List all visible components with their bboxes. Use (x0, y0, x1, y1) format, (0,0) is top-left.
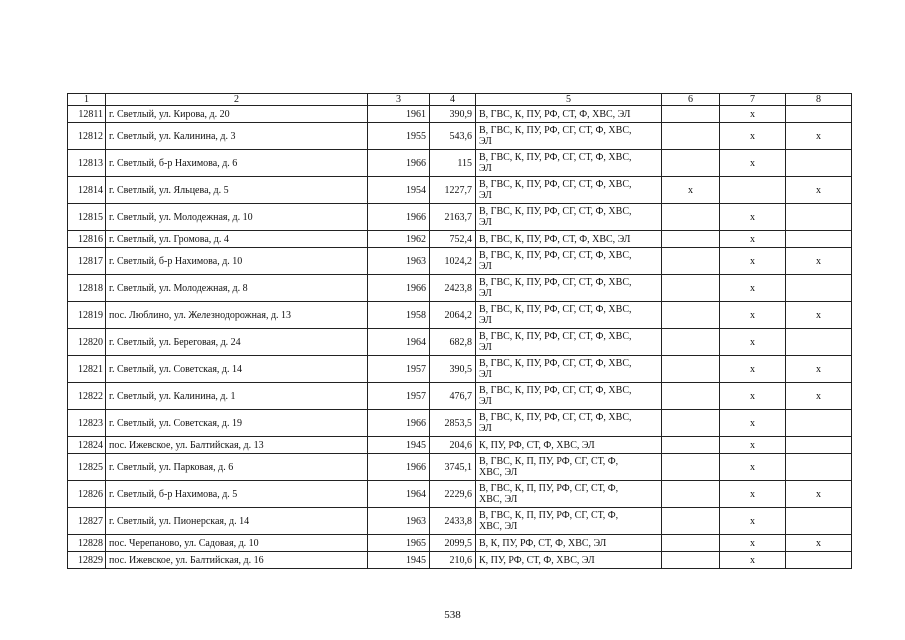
mark-cell-6 (662, 329, 720, 356)
systems-line: ЭЛ (479, 369, 492, 380)
address-cell: г. Светлый, ул. Советская, д. 14 (106, 356, 368, 383)
systems-line: ЭЛ (479, 190, 492, 201)
systems-line: ЭЛ (479, 217, 492, 228)
mark-cell-7: x (720, 356, 786, 383)
mark-cell-8: x (786, 177, 852, 204)
mark-cell-6 (662, 383, 720, 410)
mark-cell-8: x (786, 481, 852, 508)
address-cell: г. Светлый, б-р Нахимова, д. 10 (106, 248, 368, 275)
address-cell: г. Светлый, б-р Нахимова, д. 5 (106, 481, 368, 508)
address-cell: г. Светлый, б-р Нахимова, д. 6 (106, 150, 368, 177)
address-cell: г. Светлый, ул. Пионерская, д. 14 (106, 508, 368, 535)
systems-line: В, ГВС, К, ПУ, РФ, СГ, СТ, Ф, ХВС, (479, 385, 632, 396)
mark-cell-6 (662, 275, 720, 302)
area-cell: 2064,2 (430, 302, 476, 329)
year-cell: 1945 (368, 552, 430, 569)
table-row (68, 123, 852, 150)
systems-cell (476, 204, 662, 231)
systems-cell (476, 454, 662, 481)
systems-line: ЭЛ (479, 136, 492, 147)
row-number: 12816 (68, 231, 106, 248)
mark-cell-7: x (720, 508, 786, 535)
area-cell: 2433,8 (430, 508, 476, 535)
row-number: 12828 (68, 535, 106, 552)
area-cell: 1227,7 (430, 177, 476, 204)
systems-line: ХВС, ЭЛ (479, 467, 518, 478)
table-row (68, 302, 852, 329)
mark-cell-8: x (786, 248, 852, 275)
row-number: 12820 (68, 329, 106, 356)
mark-cell-6 (662, 302, 720, 329)
systems-cell (476, 481, 662, 508)
systems-cell (476, 410, 662, 437)
systems-line: В, ГВС, К, ПУ, РФ, СГ, СТ, Ф, ХВС, (479, 304, 632, 315)
year-cell: 1954 (368, 177, 430, 204)
systems-line: В, ГВС, К, ПУ, РФ, СГ, СТ, Ф, ХВС, (479, 125, 632, 136)
mark-cell-7: x (720, 383, 786, 410)
address-cell: г. Светлый, ул. Кирова, д. 20 (106, 106, 368, 123)
systems-line: ЭЛ (479, 315, 492, 326)
mark-cell-7: x (720, 123, 786, 150)
year-cell: 1958 (368, 302, 430, 329)
mark-cell-7: x (720, 437, 786, 454)
area-cell: 390,9 (430, 106, 476, 123)
row-number: 12817 (68, 248, 106, 275)
mark-cell-7: x (720, 231, 786, 248)
row-number: 12829 (68, 552, 106, 569)
year-cell: 1963 (368, 248, 430, 275)
address-cell: пос. Ижевское, ул. Балтийская, д. 16 (106, 552, 368, 569)
mark-cell-8 (786, 410, 852, 437)
mark-cell-6 (662, 481, 720, 508)
mark-cell-7: x (720, 248, 786, 275)
mark-cell-7: x (720, 106, 786, 123)
area-cell: 2099,5 (430, 535, 476, 552)
area-cell: 752,4 (430, 231, 476, 248)
systems-cell (476, 106, 662, 123)
mark-cell-6 (662, 204, 720, 231)
table-row (68, 383, 852, 410)
area-cell: 204,6 (430, 437, 476, 454)
column-header: 3 (368, 94, 430, 106)
systems-cell (476, 123, 662, 150)
table-row (68, 454, 852, 481)
year-cell: 1955 (368, 123, 430, 150)
systems-line: ЭЛ (479, 342, 492, 353)
mark-cell-7: x (720, 275, 786, 302)
systems-line: В, ГВС, К, ПУ, РФ, СТ, Ф, ХВС, ЭЛ (479, 233, 631, 245)
mark-cell-7: x (720, 535, 786, 552)
systems-cell (476, 508, 662, 535)
systems-line: В, ГВС, К, П, ПУ, РФ, СГ, СТ, Ф, (479, 510, 619, 521)
mark-cell-6 (662, 454, 720, 481)
systems-cell (476, 177, 662, 204)
table-row (68, 535, 852, 552)
systems-line: В, ГВС, К, ПУ, РФ, СГ, СТ, Ф, ХВС, (479, 179, 632, 190)
mark-cell-7: x (720, 302, 786, 329)
address-cell: г. Светлый, ул. Парковая, д. 6 (106, 454, 368, 481)
mark-cell-6 (662, 150, 720, 177)
mark-cell-6 (662, 410, 720, 437)
table-body (68, 94, 852, 569)
address-cell: г. Светлый, ул. Калинина, д. 3 (106, 123, 368, 150)
table-row (68, 248, 852, 275)
systems-cell (476, 356, 662, 383)
table-row (68, 356, 852, 383)
address-cell: г. Светлый, ул. Калинина, д. 1 (106, 383, 368, 410)
mark-cell-7: x (720, 329, 786, 356)
mark-cell-6 (662, 508, 720, 535)
mark-cell-8 (786, 275, 852, 302)
area-cell: 115 (430, 150, 476, 177)
year-cell: 1964 (368, 481, 430, 508)
row-number: 12825 (68, 454, 106, 481)
row-number: 12818 (68, 275, 106, 302)
year-cell: 1966 (368, 410, 430, 437)
table-row (68, 508, 852, 535)
systems-line: ЭЛ (479, 261, 492, 272)
row-number: 12812 (68, 123, 106, 150)
area-cell: 2163,7 (430, 204, 476, 231)
systems-cell (476, 231, 662, 248)
row-number: 12811 (68, 106, 106, 123)
year-cell: 1957 (368, 356, 430, 383)
area-cell: 2229,6 (430, 481, 476, 508)
row-number: 12814 (68, 177, 106, 204)
mark-cell-6 (662, 248, 720, 275)
row-number: 12819 (68, 302, 106, 329)
area-cell: 682,8 (430, 329, 476, 356)
mark-cell-8 (786, 437, 852, 454)
row-number: 12813 (68, 150, 106, 177)
mark-cell-6 (662, 356, 720, 383)
mark-cell-8 (786, 204, 852, 231)
mark-cell-6 (662, 552, 720, 569)
mark-cell-7: x (720, 150, 786, 177)
table-row (68, 106, 852, 123)
table-row (68, 481, 852, 508)
address-cell: пос. Ижевское, ул. Балтийская, д. 13 (106, 437, 368, 454)
systems-line: В, ГВС, К, П, ПУ, РФ, СГ, СТ, Ф, (479, 483, 619, 494)
column-header: 4 (430, 94, 476, 106)
mark-cell-8: x (786, 535, 852, 552)
area-cell: 390,5 (430, 356, 476, 383)
mark-cell-6 (662, 535, 720, 552)
systems-line: ЭЛ (479, 163, 492, 174)
year-cell: 1966 (368, 454, 430, 481)
column-header: 1 (68, 94, 106, 106)
row-number: 12822 (68, 383, 106, 410)
mark-cell-8 (786, 150, 852, 177)
mark-cell-8 (786, 106, 852, 123)
row-number: 12826 (68, 481, 106, 508)
year-cell: 1964 (368, 329, 430, 356)
year-cell: 1962 (368, 231, 430, 248)
mark-cell-7: x (720, 410, 786, 437)
address-cell: г. Светлый, ул. Молодежная, д. 8 (106, 275, 368, 302)
row-number: 12827 (68, 508, 106, 535)
systems-cell (476, 535, 662, 552)
systems-line: В, ГВС, К, ПУ, РФ, СГ, СТ, Ф, ХВС, (479, 358, 632, 369)
area-cell: 3745,1 (430, 454, 476, 481)
systems-cell (476, 150, 662, 177)
address-cell: пос. Черепаново, ул. Садовая, д. 10 (106, 535, 368, 552)
column-header: 6 (662, 94, 720, 106)
column-number-row (68, 94, 852, 106)
systems-cell (476, 437, 662, 454)
systems-cell (476, 302, 662, 329)
year-cell: 1965 (368, 535, 430, 552)
column-header: 7 (720, 94, 786, 106)
mark-cell-7: x (720, 454, 786, 481)
mark-cell-8 (786, 329, 852, 356)
mark-cell-8 (786, 508, 852, 535)
column-header: 5 (476, 94, 662, 106)
systems-line: В, ГВС, К, ПУ, РФ, СГ, СТ, Ф, ХВС, (479, 277, 632, 288)
column-header: 8 (786, 94, 852, 106)
row-number: 12821 (68, 356, 106, 383)
mark-cell-7: x (720, 204, 786, 231)
systems-line: К, ПУ, РФ, СТ, Ф, ХВС, ЭЛ (479, 439, 595, 451)
mark-cell-7: x (720, 552, 786, 569)
mark-cell-8: x (786, 356, 852, 383)
table-row (68, 177, 852, 204)
year-cell: 1957 (368, 383, 430, 410)
table-row (68, 410, 852, 437)
mark-cell-6: x (662, 177, 720, 204)
mark-cell-6 (662, 106, 720, 123)
systems-line: В, ГВС, К, ПУ, РФ, СГ, СТ, Ф, ХВС, (479, 206, 632, 217)
address-cell: пос. Люблино, ул. Железнодорожная, д. 13 (106, 302, 368, 329)
systems-line: ЭЛ (479, 423, 492, 434)
systems-line: В, ГВС, К, ПУ, РФ, СГ, СТ, Ф, ХВС, (479, 152, 632, 163)
mark-cell-8 (786, 552, 852, 569)
mark-cell-8: x (786, 123, 852, 150)
row-number: 12823 (68, 410, 106, 437)
systems-line: В, ГВС, К, ПУ, РФ, СГ, СТ, Ф, ХВС, (479, 412, 632, 423)
systems-line: ХВС, ЭЛ (479, 521, 518, 532)
column-header: 2 (106, 94, 368, 106)
year-cell: 1963 (368, 508, 430, 535)
address-cell: г. Светлый, ул. Яльцева, д. 5 (106, 177, 368, 204)
systems-cell (476, 329, 662, 356)
mark-cell-8 (786, 231, 852, 248)
year-cell: 1966 (368, 150, 430, 177)
area-cell: 2853,5 (430, 410, 476, 437)
year-cell: 1966 (368, 204, 430, 231)
address-cell: г. Светлый, ул. Молодежная, д. 10 (106, 204, 368, 231)
systems-cell (476, 248, 662, 275)
address-cell: г. Светлый, ул. Береговая, д. 24 (106, 329, 368, 356)
systems-line: В, ГВС, К, ПУ, РФ, СГ, СТ, Ф, ХВС, (479, 331, 632, 342)
mark-cell-6 (662, 437, 720, 454)
table-row (68, 231, 852, 248)
table-row (68, 552, 852, 569)
systems-line: В, ГВС, К, ПУ, РФ, СГ, СТ, Ф, ХВС, (479, 250, 632, 261)
mark-cell-7: x (720, 481, 786, 508)
page-number: 538 (444, 609, 461, 621)
area-cell: 1024,2 (430, 248, 476, 275)
systems-line: ХВС, ЭЛ (479, 494, 518, 505)
systems-cell (476, 552, 662, 569)
row-number: 12815 (68, 204, 106, 231)
area-cell: 476,7 (430, 383, 476, 410)
systems-line: К, ПУ, РФ, СТ, Ф, ХВС, ЭЛ (479, 554, 595, 566)
systems-cell (476, 275, 662, 302)
table-row (68, 204, 852, 231)
systems-line: В, ГВС, К, П, ПУ, РФ, СГ, СТ, Ф, (479, 456, 619, 467)
area-cell: 543,6 (430, 123, 476, 150)
address-cell: г. Светлый, ул. Советская, д. 19 (106, 410, 368, 437)
systems-line: В, К, ПУ, РФ, СТ, Ф, ХВС, ЭЛ (479, 537, 607, 549)
year-cell: 1945 (368, 437, 430, 454)
table-row (68, 150, 852, 177)
systems-line: ЭЛ (479, 396, 492, 407)
year-cell: 1966 (368, 275, 430, 302)
systems-line: В, ГВС, К, ПУ, РФ, СТ, Ф, ХВС, ЭЛ (479, 108, 631, 120)
mark-cell-6 (662, 123, 720, 150)
mark-cell-7 (720, 177, 786, 204)
table-row (68, 329, 852, 356)
row-number: 12824 (68, 437, 106, 454)
mark-cell-8: x (786, 383, 852, 410)
mark-cell-6 (662, 231, 720, 248)
housing-register-table (67, 93, 852, 569)
area-cell: 2423,8 (430, 275, 476, 302)
address-cell: г. Светлый, ул. Громова, д. 4 (106, 231, 368, 248)
mark-cell-8: x (786, 302, 852, 329)
year-cell: 1961 (368, 106, 430, 123)
table-row (68, 275, 852, 302)
systems-cell (476, 383, 662, 410)
mark-cell-8 (786, 454, 852, 481)
area-cell: 210,6 (430, 552, 476, 569)
table-row (68, 437, 852, 454)
systems-line: ЭЛ (479, 288, 492, 299)
